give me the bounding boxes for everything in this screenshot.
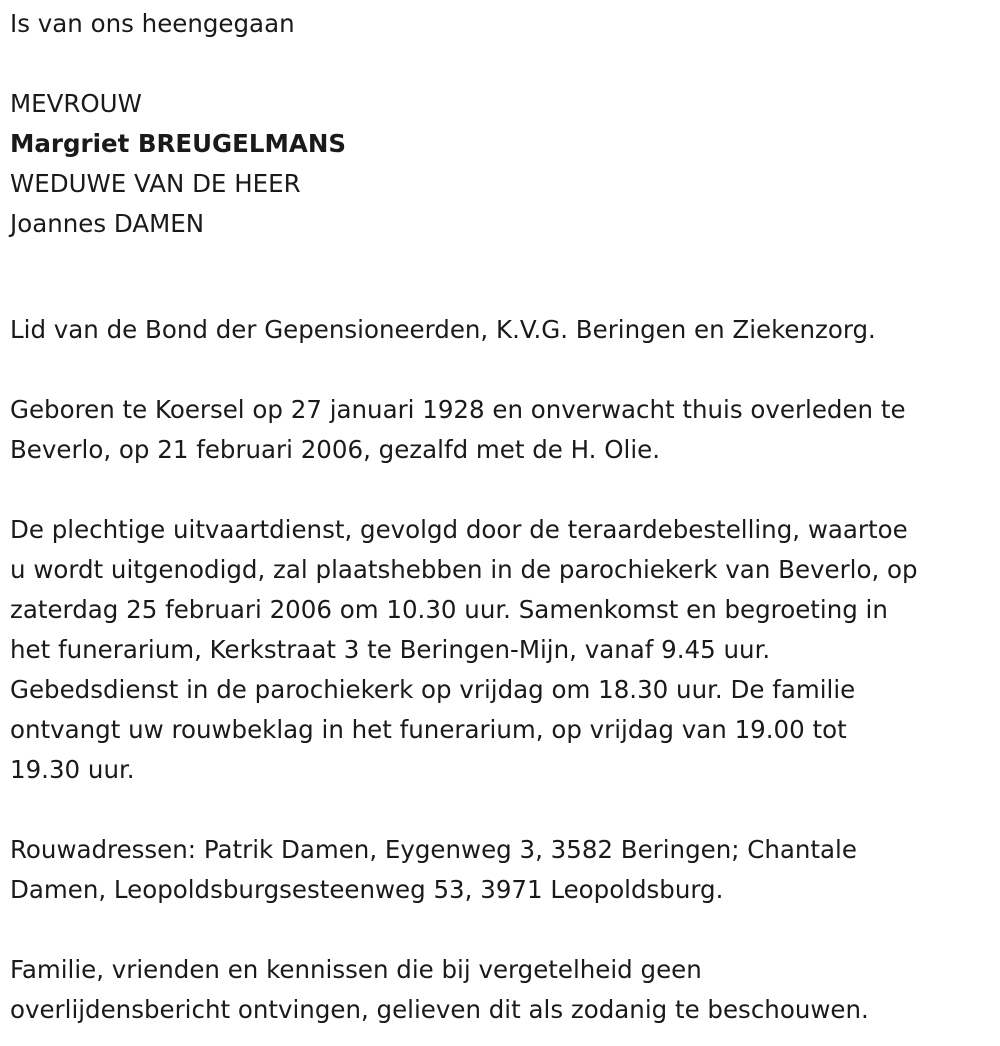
birth-death-line: Beverlo, op 21 februari 2006, gezalfd met de H. Olie. [10,435,660,464]
deceased-name: Margriet BREUGELMANS [10,129,346,158]
birth-death-block [10,390,906,470]
intro-text: Is van ons heengegaan [10,9,295,38]
address-line: Rouwadressen: Patrik Damen, Eygenweg 3, 3582 Beringen; Chantale [10,835,857,864]
name-block [10,84,346,244]
service-line: 19.30 uur. [10,755,135,784]
service-line: het funerarium, Kerkstraat 3 te Beringen-Mijn, vanaf 9.45 uur. [10,635,771,664]
birth-death-line: Geboren te Koersel op 27 januari 1928 en onverwacht thuis overleden te [10,395,906,424]
service-line: Gebedsdienst in de parochiekerk op vrijdag om 18.30 uur. De familie [10,675,856,704]
service-line: De plechtige uitvaartdienst, gevolgd door de teraardebestelling, waartoe [10,515,908,544]
membership-text: Lid van de Bond der Gepensioneerden, K.V.G. Beringen en Ziekenzorg. [10,315,876,344]
service-line: zaterdag 25 februari 2006 om 10.30 uur. Samenkomst en begroeting in [10,595,888,624]
family-note-line: Familie, vrienden en kennissen die bij vergetelheid geen [10,955,702,984]
service-line: ontvangt uw rouwbeklag in het funerarium, op vrijdag van 19.00 tot [10,715,847,744]
service-line: u wordt uitgenodigd, zal plaatshebben in de parochiekerk van Beverlo, op [10,555,918,584]
family-note-block [10,950,869,1030]
spouse-prefix: WEDUWE VAN DE HEER [10,169,301,198]
address-line: Damen, Leopoldsburgsesteenweg 53, 3971 Leopoldsburg. [10,875,724,904]
addresses-block [10,830,857,910]
spouse-name: Joannes DAMEN [10,209,205,238]
intro-block [10,4,295,44]
family-note-line: overlijdensbericht ontvingen, gelieven dit als zodanig te beschouwen. [10,995,869,1024]
service-block [10,510,918,790]
title-prefix: MEVROUW [10,89,142,118]
membership-block [10,310,876,350]
